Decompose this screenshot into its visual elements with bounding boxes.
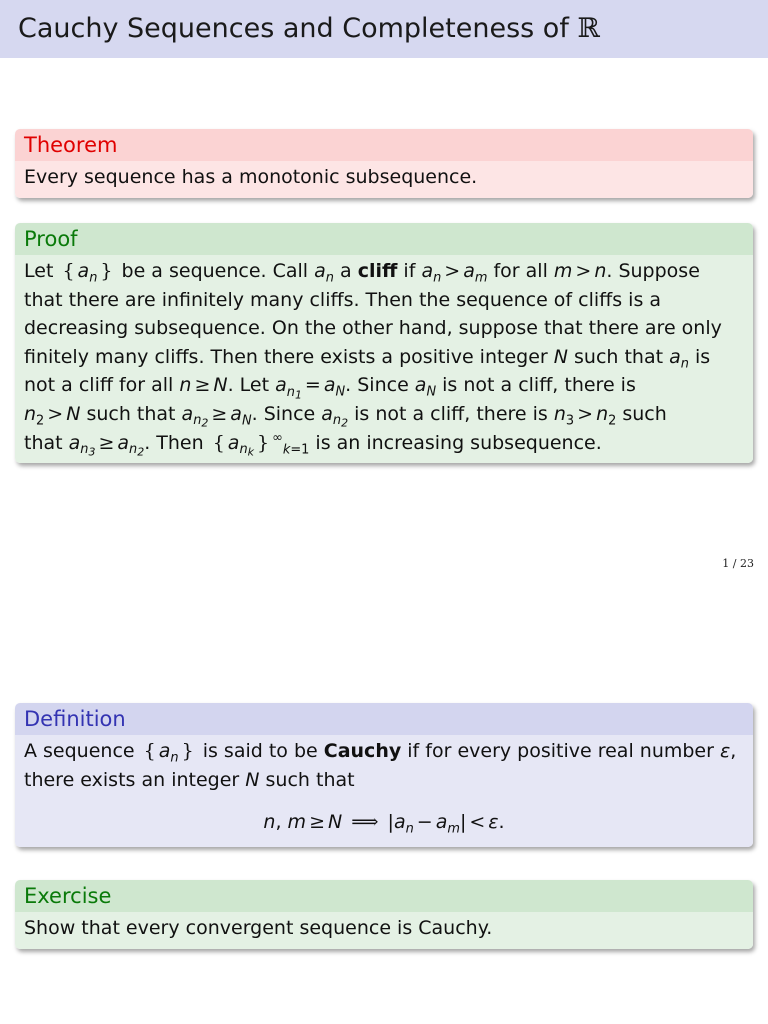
proof-heading: Proof — [15, 223, 753, 255]
proof-line-6: $n_2 > N$ such that $a_{n_2} \ge a_N$. Since $a_{n_2}$ is not a cliff, there is $n_3 > n_2$ such — [24, 402, 667, 431]
theorem-text: Every sequence has a monotonic subsequence. — [15, 161, 753, 198]
proof-line-1: Let { $a_n$ } be a sequence. Call $a_n$ a cliff if $a_n > a_m$ for all m > n. Suppose — [24, 260, 700, 286]
exercise-block — [15, 880, 753, 949]
proof-line-3: decreasing subsequence. On the other hand, suppose that there are only — [24, 317, 722, 340]
exercise-text: Show that every convergent sequence is Cauchy. — [15, 912, 753, 949]
proof-body — [15, 255, 753, 463]
cauchy-condition-formula: n, m ≥ N ⟹ $|a_n - a_m| < \varepsilon$. — [263, 811, 505, 837]
proof-line-2: that there are infinitely many cliffs. Then the sequence of cliffs is a — [24, 288, 662, 311]
real-numbers-symbol: ℝ — [577, 13, 600, 44]
definition-body — [15, 735, 753, 847]
proof-line-7: that $a_{n_3} \ge a_{n_2}$. Then { $a_{n_k}$ } ∞$_{k=1}$ is an increasing subsequence. — [24, 429, 602, 459]
definition-line-1: A sequence { $a_n$ } is said to be Cauchy if for every positive real number ε, — [24, 740, 737, 766]
theorem-heading: Theorem — [15, 129, 753, 161]
theorem-block — [15, 129, 753, 198]
proof-block — [15, 223, 753, 463]
proof-line-5: not a cliff for all n ≥ N. Let $a_{n_1} = a_N$. Since $a_N$ is not a cliff, there is — [24, 374, 636, 402]
cauchy-term: Cauchy — [323, 740, 402, 762]
frame-title-text: Cauchy Sequences and Completeness of — [18, 13, 578, 44]
exercise-heading: Exercise — [15, 880, 753, 912]
page-number: 1 / 23 — [722, 557, 754, 570]
frame-title — [0, 0, 768, 58]
definition-heading: Definition — [15, 703, 753, 735]
definition-block — [15, 703, 753, 847]
cliff-term: cliff — [357, 260, 398, 282]
proof-line-4: finitely many cliffs. Then there exists a positive integer N such that $a_n$ is — [24, 345, 711, 372]
definition-line-2: there exists an integer N such that — [24, 768, 355, 791]
